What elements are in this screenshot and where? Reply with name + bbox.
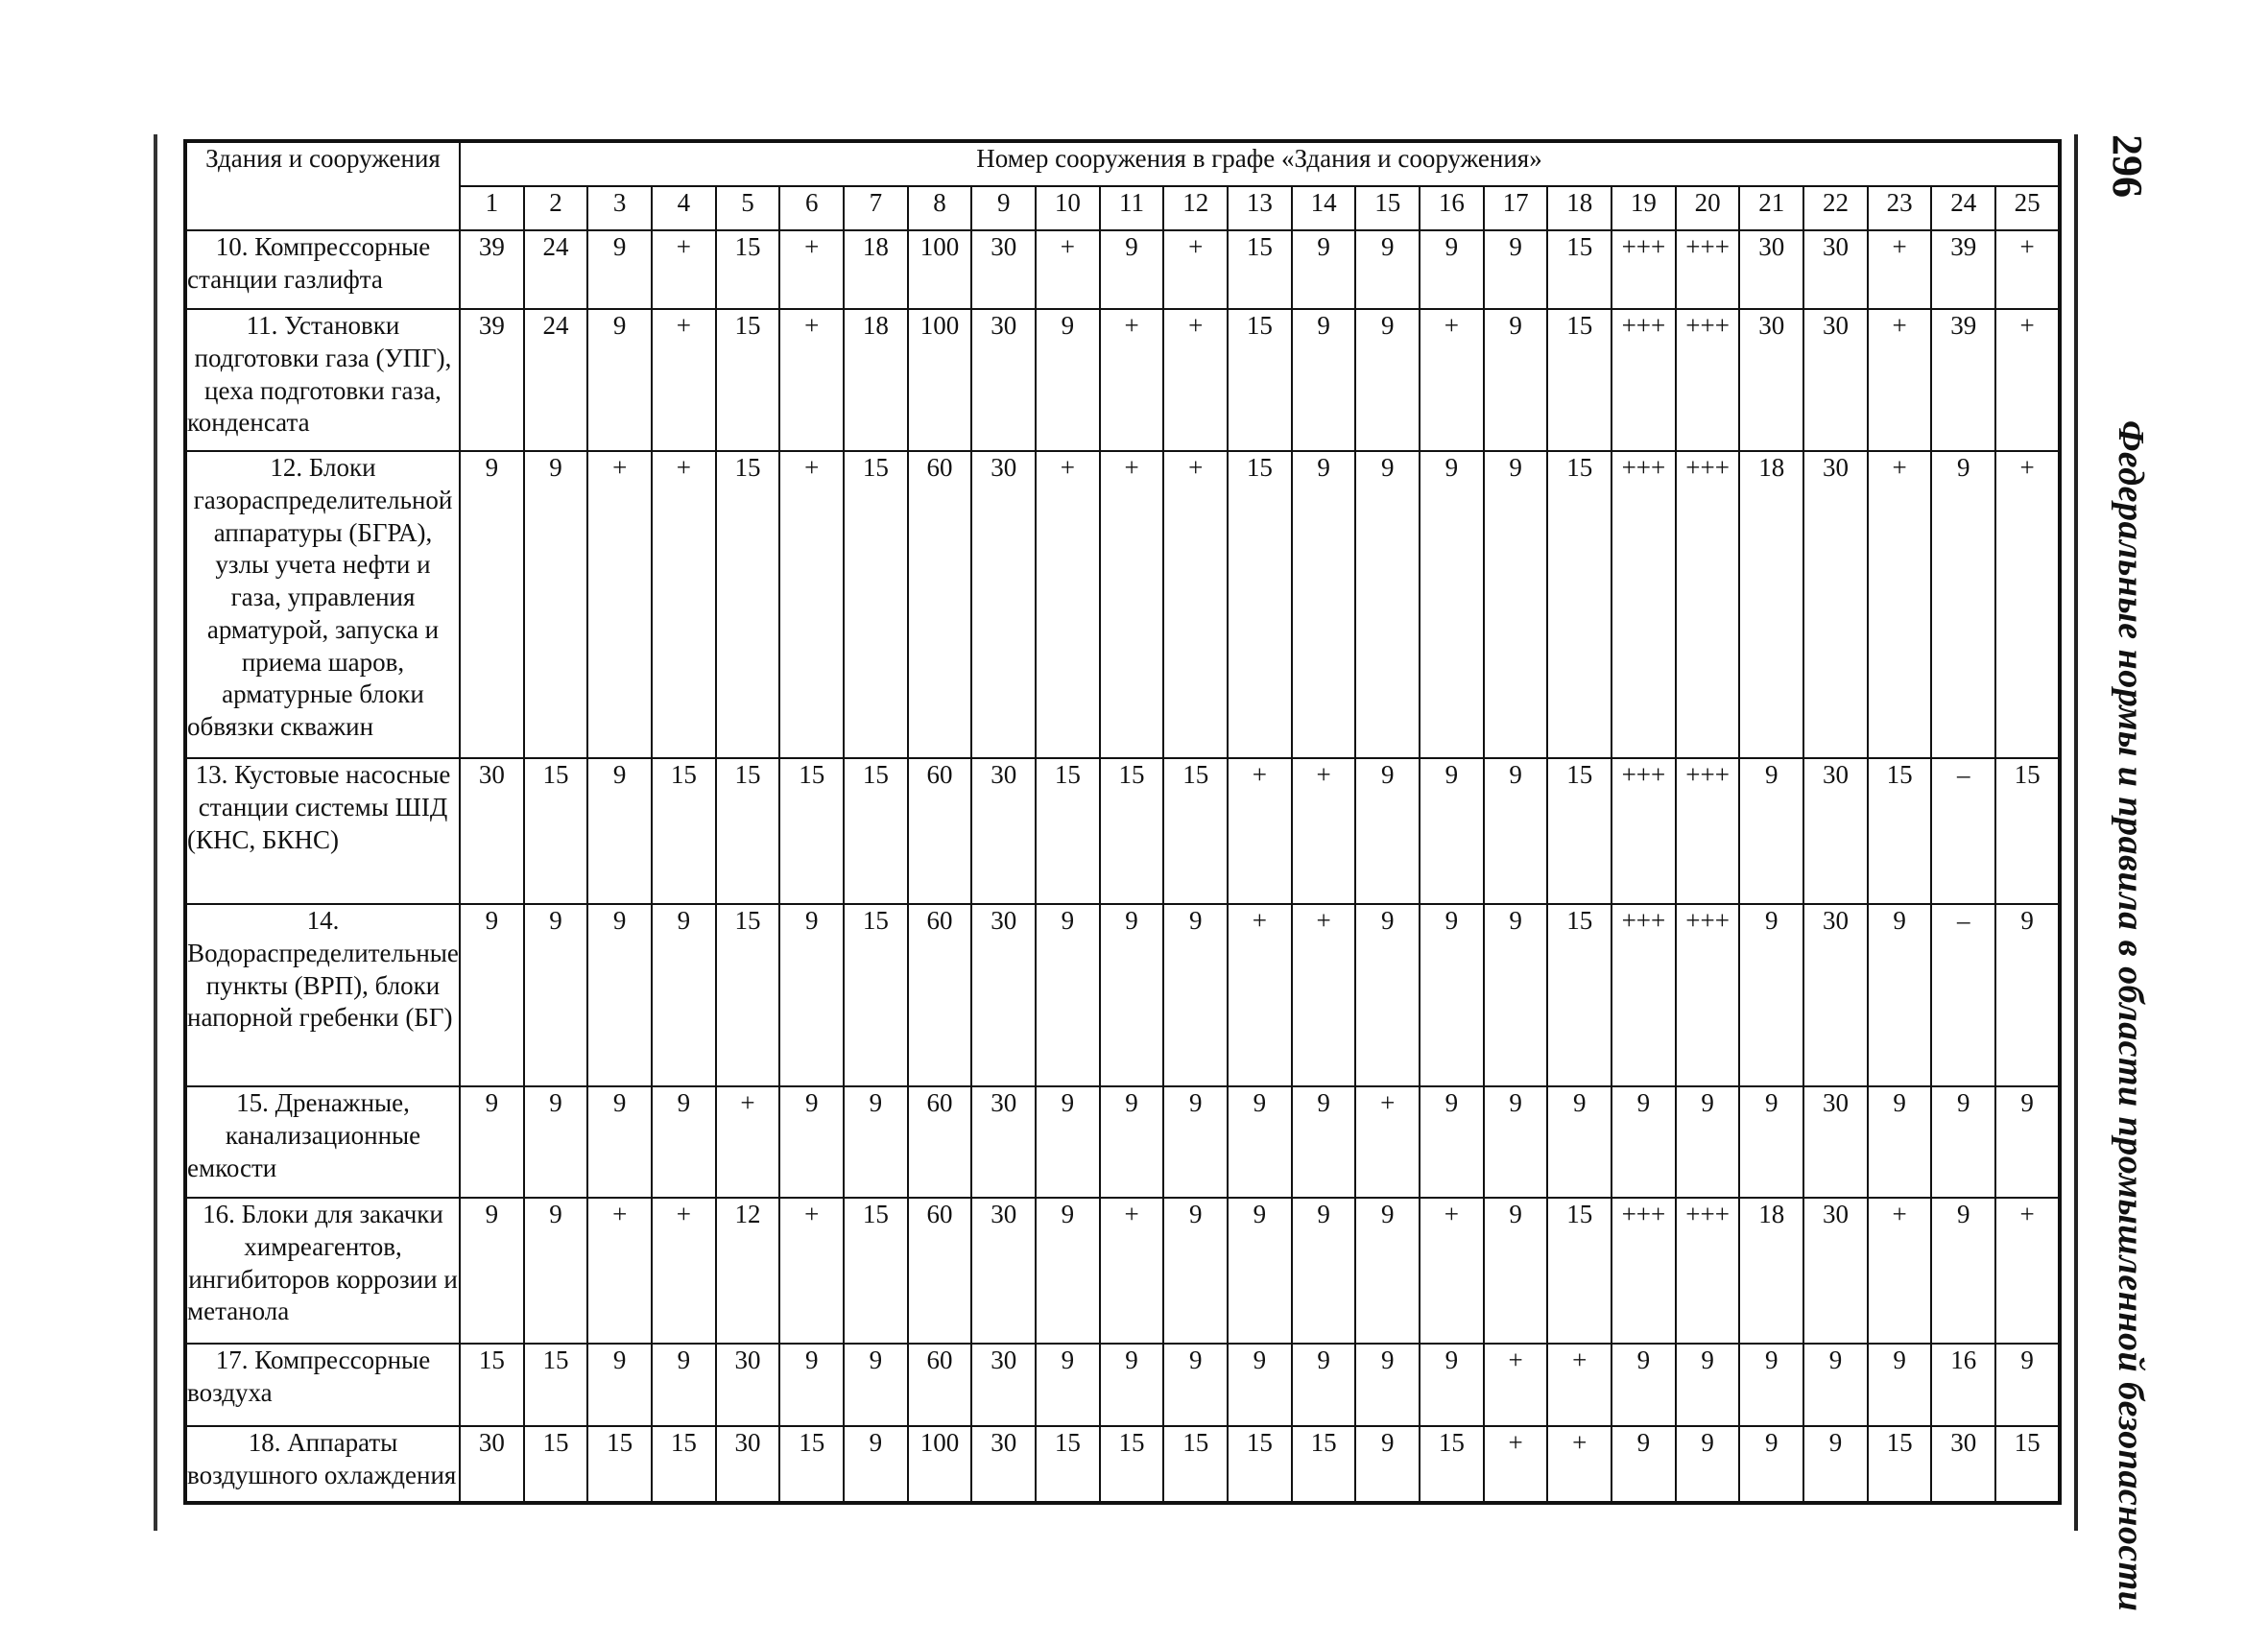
- distance-value-cell: 30: [1803, 451, 1868, 758]
- distance-value-cell: +: [1163, 309, 1228, 451]
- distance-value-cell: +: [1100, 451, 1164, 758]
- distance-value-cell: 30: [1803, 758, 1868, 904]
- distance-value-cell: 30: [716, 1426, 780, 1503]
- distance-value-cell: +++: [1611, 904, 1676, 1086]
- distance-value-cell: 9: [779, 1344, 844, 1426]
- distance-value-cell: +: [779, 309, 844, 451]
- distance-value-cell: +: [779, 230, 844, 309]
- distance-value-cell: 9: [1228, 1198, 1292, 1344]
- column-number-header: 9: [971, 186, 1036, 230]
- right-margin-rule: [2074, 134, 2078, 1531]
- distance-value-cell: +: [1228, 904, 1292, 1086]
- distance-value-cell: 15: [716, 904, 780, 1086]
- distance-value-cell: 9: [1995, 904, 2060, 1086]
- distance-value-cell: 9: [1355, 758, 1420, 904]
- distance-value-cell: 30: [971, 309, 1036, 451]
- distance-value-cell: 9: [1355, 904, 1420, 1086]
- distance-value-cell: 15: [1547, 451, 1611, 758]
- distance-value-cell: 9: [1611, 1086, 1676, 1198]
- distance-value-cell: 18: [1739, 1198, 1803, 1344]
- distance-value-cell: +++: [1676, 1198, 1740, 1344]
- distance-value-cell: 9: [1995, 1086, 2060, 1198]
- distance-value-cell: 9: [1355, 1426, 1420, 1503]
- distance-value-cell: +++: [1676, 758, 1740, 904]
- column-number-header: 19: [1611, 186, 1676, 230]
- distance-value-cell: 9: [1420, 1344, 1484, 1426]
- column-number-header: 6: [779, 186, 844, 230]
- distance-value-cell: 9: [1036, 904, 1100, 1086]
- distance-value-cell: +: [1484, 1426, 1548, 1503]
- table-row: [185, 451, 2060, 758]
- distance-value-cell: 18: [844, 230, 908, 309]
- distance-value-cell: 15: [1868, 1426, 1932, 1503]
- distance-value-cell: 9: [1420, 1086, 1484, 1198]
- distance-value-cell: 15: [587, 1426, 652, 1503]
- distance-value-cell: 18: [1739, 451, 1803, 758]
- distance-value-cell: 9: [1163, 1198, 1228, 1344]
- distance-value-cell: 15: [1547, 230, 1611, 309]
- column-number-header: 12: [1163, 186, 1228, 230]
- distance-value-cell: 60: [908, 1344, 972, 1426]
- distance-value-cell: 15: [1292, 1426, 1356, 1503]
- distance-value-cell: 9: [1036, 1344, 1100, 1426]
- distance-value-cell: +++: [1611, 451, 1676, 758]
- distance-value-cell: 15: [1228, 1426, 1292, 1503]
- distance-value-cell: +: [1163, 230, 1228, 309]
- distance-value-cell: 15: [1420, 1426, 1484, 1503]
- distance-value-cell: 30: [1803, 309, 1868, 451]
- distance-value-cell: 9: [1292, 1198, 1356, 1344]
- distance-value-cell: +: [1547, 1426, 1611, 1503]
- distance-value-cell: +: [716, 1086, 780, 1198]
- distance-value-cell: 9: [1547, 1086, 1611, 1198]
- distance-value-cell: 9: [844, 1344, 908, 1426]
- distance-value-cell: 9: [1868, 1086, 1932, 1198]
- distance-value-cell: +++: [1676, 309, 1740, 451]
- column-number-header: 1: [460, 186, 524, 230]
- distance-value-cell: 9: [1163, 1344, 1228, 1426]
- distance-value-cell: 9: [1036, 309, 1100, 451]
- distance-value-cell: 30: [1931, 1426, 1995, 1503]
- distance-value-cell: 9: [587, 758, 652, 904]
- distance-value-cell: +: [1868, 230, 1932, 309]
- distance-value-cell: 9: [1420, 230, 1484, 309]
- distance-value-cell: 15: [716, 758, 780, 904]
- distance-value-cell: 9: [1611, 1344, 1676, 1426]
- distance-value-cell: 15: [460, 1344, 524, 1426]
- distance-value-cell: +: [1355, 1086, 1420, 1198]
- left-margin-rule: [154, 134, 157, 1531]
- distance-value-cell: +: [1868, 451, 1932, 758]
- page-number: 296: [2104, 134, 2151, 198]
- distance-value-cell: 9: [1931, 1198, 1995, 1344]
- distance-value-cell: 9: [1292, 1086, 1356, 1198]
- distance-value-cell: 9: [1420, 758, 1484, 904]
- distance-value-cell: 15: [844, 1198, 908, 1344]
- distance-value-cell: 39: [1931, 309, 1995, 451]
- distance-value-cell: 15: [1228, 230, 1292, 309]
- running-title: Федеральные нормы и правила в области промышленной безопасности: [2111, 420, 2151, 1612]
- distance-value-cell: 15: [524, 1344, 588, 1426]
- distance-value-cell: 9: [844, 1086, 908, 1198]
- distance-value-cell: –: [1931, 904, 1995, 1086]
- distance-value-cell: 9: [1868, 1344, 1932, 1426]
- distance-value-cell: 9: [1355, 230, 1420, 309]
- distance-value-cell: +++: [1676, 451, 1740, 758]
- distance-value-cell: 9: [1739, 758, 1803, 904]
- column-number-header: 23: [1868, 186, 1932, 230]
- distance-value-cell: 60: [908, 1198, 972, 1344]
- distance-value-cell: 9: [587, 1344, 652, 1426]
- distance-value-cell: 9: [1739, 1344, 1803, 1426]
- distance-value-cell: 9: [587, 904, 652, 1086]
- distance-value-cell: +++: [1611, 230, 1676, 309]
- column-number-header: 11: [1100, 186, 1164, 230]
- distance-value-cell: 9: [1036, 1198, 1100, 1344]
- distance-value-cell: 15: [1228, 451, 1292, 758]
- distance-value-cell: 9: [1484, 1086, 1548, 1198]
- distance-value-cell: 30: [460, 758, 524, 904]
- table-row: [185, 904, 2060, 1086]
- distance-value-cell: 15: [716, 230, 780, 309]
- distance-value-cell: +: [1100, 309, 1164, 451]
- column-number-header: 13: [1228, 186, 1292, 230]
- distance-value-cell: 15: [1995, 1426, 2060, 1503]
- distance-value-cell: 30: [1803, 1198, 1868, 1344]
- distance-value-cell: 9: [1228, 1344, 1292, 1426]
- distance-value-cell: +: [1995, 309, 2060, 451]
- distance-value-cell: 30: [460, 1426, 524, 1503]
- distance-value-cell: 9: [1931, 451, 1995, 758]
- column-number-header: 24: [1931, 186, 1995, 230]
- distance-value-cell: +: [587, 1198, 652, 1344]
- distance-value-cell: 9: [460, 1086, 524, 1198]
- column-number-header: 20: [1676, 186, 1740, 230]
- distance-value-cell: 30: [971, 451, 1036, 758]
- column-number-header: 10: [1036, 186, 1100, 230]
- distance-value-cell: 9: [1676, 1426, 1740, 1503]
- column-number-header: 2: [524, 186, 588, 230]
- distance-value-cell: 9: [1355, 451, 1420, 758]
- table-row: [185, 1198, 2060, 1344]
- distance-value-cell: +++: [1676, 230, 1740, 309]
- column-number-header: 14: [1292, 186, 1356, 230]
- distance-value-cell: +: [1868, 1198, 1932, 1344]
- distance-value-cell: 9: [1868, 904, 1932, 1086]
- distance-value-cell: 39: [1931, 230, 1995, 309]
- distance-value-cell: +: [1868, 309, 1932, 451]
- distance-value-cell: 9: [587, 230, 652, 309]
- distance-value-cell: +: [1995, 230, 2060, 309]
- building-name-cell: 17. Компрессорные воздуха: [185, 1344, 460, 1426]
- distance-value-cell: 15: [1547, 904, 1611, 1086]
- distance-value-cell: 30: [1739, 309, 1803, 451]
- distance-value-cell: 9: [1100, 230, 1164, 309]
- building-name-cell: 12. Блоки газораспределительной аппаратуры (БГРА), узлы учета нефти и газа, управления арматурой, запуска и приема шаров, арматурные блоки обвязки скважин: [185, 451, 460, 758]
- distance-value-cell: +: [1228, 758, 1292, 904]
- distance-value-cell: 9: [460, 1198, 524, 1344]
- distance-value-cell: 15: [1547, 1198, 1611, 1344]
- distance-value-cell: 30: [1803, 904, 1868, 1086]
- distance-value-cell: 15: [1163, 758, 1228, 904]
- distance-value-cell: +: [1995, 451, 2060, 758]
- distance-value-cell: 30: [971, 1198, 1036, 1344]
- distance-value-cell: +: [779, 451, 844, 758]
- distance-value-cell: 9: [1484, 309, 1548, 451]
- distance-value-cell: 9: [460, 451, 524, 758]
- distance-value-cell: 9: [1611, 1426, 1676, 1503]
- distance-value-cell: 15: [1100, 1426, 1164, 1503]
- column-number-header: 3: [587, 186, 652, 230]
- distance-value-cell: +: [587, 451, 652, 758]
- distance-value-cell: 9: [1420, 451, 1484, 758]
- distance-value-cell: 30: [971, 904, 1036, 1086]
- column-number-header: 18: [1547, 186, 1611, 230]
- distance-value-cell: 15: [1100, 758, 1164, 904]
- building-name-cell: 15. Дренажные, канализационные емкости: [185, 1086, 460, 1198]
- distance-value-cell: 15: [1547, 309, 1611, 451]
- distance-value-cell: +: [1420, 309, 1484, 451]
- distance-value-cell: 9: [652, 1086, 716, 1198]
- column-number-header: 16: [1420, 186, 1484, 230]
- distance-value-cell: 15: [652, 1426, 716, 1503]
- column-number-header: 5: [716, 186, 780, 230]
- distance-value-cell: 15: [779, 758, 844, 904]
- distance-value-cell: +++: [1611, 309, 1676, 451]
- building-name-cell: 11. Установки подготовки газа (УПГ), цеха подготовки газа, конденсата: [185, 309, 460, 451]
- building-name-cell: 13. Кустовые насосные станции системы ШІД (КНС, БКНС): [185, 758, 460, 904]
- building-name-cell: 18. Аппараты воздушного охлаждения: [185, 1426, 460, 1503]
- distance-value-cell: 9: [844, 1426, 908, 1503]
- distance-value-cell: 24: [524, 309, 588, 451]
- distance-value-cell: 9: [652, 1344, 716, 1426]
- distance-value-cell: +: [1292, 904, 1356, 1086]
- column-number-header: 21: [1739, 186, 1803, 230]
- distance-value-cell: +: [1547, 1344, 1611, 1426]
- distance-value-cell: 9: [1803, 1426, 1868, 1503]
- distance-value-cell: 30: [1803, 1086, 1868, 1198]
- column-number-header: 17: [1484, 186, 1548, 230]
- norms-table-wrapper: [183, 139, 2062, 1505]
- table-row: [185, 1086, 2060, 1198]
- distance-value-cell: 24: [524, 230, 588, 309]
- distance-value-cell: 15: [1868, 758, 1932, 904]
- distance-value-cell: 9: [524, 451, 588, 758]
- distance-value-cell: 9: [1739, 1426, 1803, 1503]
- distance-value-cell: +: [1995, 1198, 2060, 1344]
- distance-value-cell: 9: [1484, 904, 1548, 1086]
- column-number-header: 8: [908, 186, 972, 230]
- distance-value-cell: 9: [1292, 230, 1356, 309]
- distances-table: [183, 139, 2062, 1505]
- table-row: [185, 309, 2060, 451]
- distance-value-cell: 100: [908, 309, 972, 451]
- distance-value-cell: +++: [1676, 904, 1740, 1086]
- distance-value-cell: 9: [1676, 1344, 1740, 1426]
- distance-value-cell: 60: [908, 904, 972, 1086]
- distance-value-cell: 30: [716, 1344, 780, 1426]
- distance-value-cell: 9: [1100, 1344, 1164, 1426]
- distance-value-cell: 30: [971, 1426, 1036, 1503]
- distance-value-cell: 30: [971, 230, 1036, 309]
- column-number-header: 4: [652, 186, 716, 230]
- distance-value-cell: 9: [1739, 904, 1803, 1086]
- table-row: [185, 1426, 2060, 1503]
- distance-value-cell: 15: [524, 758, 588, 904]
- table-row: [185, 758, 2060, 904]
- column-number-header: 15: [1355, 186, 1420, 230]
- distance-value-cell: 9: [1163, 1086, 1228, 1198]
- distance-value-cell: 9: [1355, 1344, 1420, 1426]
- distance-value-cell: +: [1036, 230, 1100, 309]
- distance-value-cell: +: [1292, 758, 1356, 904]
- distance-value-cell: 15: [652, 758, 716, 904]
- distance-value-cell: 15: [716, 451, 780, 758]
- distance-value-cell: 9: [1292, 309, 1356, 451]
- distance-value-cell: 9: [587, 1086, 652, 1198]
- distance-value-cell: 9: [1803, 1344, 1868, 1426]
- distance-value-cell: 9: [524, 904, 588, 1086]
- distance-value-cell: 9: [1036, 1086, 1100, 1198]
- distance-value-cell: 9: [524, 1198, 588, 1344]
- group-header: Номер сооружения в графе «Здания и сооружения»: [460, 141, 2060, 186]
- distance-value-cell: +: [652, 1198, 716, 1344]
- distance-value-cell: +: [1100, 1198, 1164, 1344]
- distance-value-cell: +: [1036, 451, 1100, 758]
- distance-value-cell: 15: [844, 451, 908, 758]
- distance-value-cell: +: [1420, 1198, 1484, 1344]
- distance-value-cell: 9: [1484, 1198, 1548, 1344]
- distance-value-cell: 9: [1739, 1086, 1803, 1198]
- distance-value-cell: 39: [460, 309, 524, 451]
- distance-value-cell: 30: [1803, 230, 1868, 309]
- distance-value-cell: 15: [716, 309, 780, 451]
- distance-value-cell: 9: [1420, 904, 1484, 1086]
- distance-value-cell: 9: [587, 309, 652, 451]
- distance-value-cell: 9: [1484, 230, 1548, 309]
- table-row: [185, 230, 2060, 309]
- distance-value-cell: 15: [1547, 758, 1611, 904]
- distance-value-cell: +: [652, 230, 716, 309]
- building-name-cell: 16. Блоки для закачки химреагентов, ингибиторов коррозии и метанола: [185, 1198, 460, 1344]
- distance-value-cell: 39: [460, 230, 524, 309]
- distance-value-cell: 60: [908, 451, 972, 758]
- distance-value-cell: 9: [460, 904, 524, 1086]
- distance-value-cell: 9: [1484, 451, 1548, 758]
- distance-value-cell: 15: [1228, 309, 1292, 451]
- column-number-header: 22: [1803, 186, 1868, 230]
- distance-value-cell: 15: [1995, 758, 2060, 904]
- distance-value-cell: 30: [971, 1344, 1036, 1426]
- distance-value-cell: 100: [908, 1426, 972, 1503]
- distance-value-cell: 15: [524, 1426, 588, 1503]
- building-name-cell: 14. Водораспределительные пункты (ВРП), блоки напорной гребенки (БГ): [185, 904, 460, 1086]
- distance-value-cell: 9: [524, 1086, 588, 1198]
- distance-value-cell: +: [1484, 1344, 1548, 1426]
- distance-value-cell: 9: [779, 904, 844, 1086]
- distance-value-cell: 15: [779, 1426, 844, 1503]
- distance-value-cell: +: [1163, 451, 1228, 758]
- column-number-row: [185, 186, 2060, 230]
- distance-value-cell: 60: [908, 1086, 972, 1198]
- distance-value-cell: 30: [971, 1086, 1036, 1198]
- row-header-label: Здания и сооружения: [185, 141, 460, 230]
- distance-value-cell: +: [652, 309, 716, 451]
- distance-value-cell: 30: [1739, 230, 1803, 309]
- distance-value-cell: +: [652, 451, 716, 758]
- table-row: [185, 1344, 2060, 1426]
- column-number-header: 7: [844, 186, 908, 230]
- distance-value-cell: 9: [1995, 1344, 2060, 1426]
- building-name-cell: 10. Компрессорные станции газлифта: [185, 230, 460, 309]
- distance-value-cell: 9: [1676, 1086, 1740, 1198]
- distance-value-cell: +++: [1611, 1198, 1676, 1344]
- distance-value-cell: 9: [1355, 309, 1420, 451]
- distance-value-cell: 60: [908, 758, 972, 904]
- distance-value-cell: 15: [1163, 1426, 1228, 1503]
- distance-value-cell: 9: [779, 1086, 844, 1198]
- distance-value-cell: –: [1931, 758, 1995, 904]
- distance-value-cell: 15: [1036, 758, 1100, 904]
- distance-value-cell: 100: [908, 230, 972, 309]
- distance-value-cell: 15: [1036, 1426, 1100, 1503]
- distance-value-cell: 15: [844, 758, 908, 904]
- distance-value-cell: 9: [1100, 1086, 1164, 1198]
- table-body: [185, 230, 2060, 1503]
- distance-value-cell: 9: [1292, 451, 1356, 758]
- distance-value-cell: +: [779, 1198, 844, 1344]
- distance-value-cell: 9: [1228, 1086, 1292, 1198]
- distance-value-cell: 12: [716, 1198, 780, 1344]
- distance-value-cell: 9: [652, 904, 716, 1086]
- distance-value-cell: +++: [1611, 758, 1676, 904]
- column-number-header: 25: [1995, 186, 2060, 230]
- distance-value-cell: 9: [1355, 1198, 1420, 1344]
- distance-value-cell: 30: [971, 758, 1036, 904]
- distance-value-cell: 9: [1292, 1344, 1356, 1426]
- distance-value-cell: 9: [1931, 1086, 1995, 1198]
- distance-value-cell: 9: [1484, 758, 1548, 904]
- table-header-row: [185, 141, 2060, 186]
- distance-value-cell: 9: [1163, 904, 1228, 1086]
- distance-value-cell: 18: [844, 309, 908, 451]
- distance-value-cell: 15: [844, 904, 908, 1086]
- distance-value-cell: 16: [1931, 1344, 1995, 1426]
- distance-value-cell: 9: [1100, 904, 1164, 1086]
